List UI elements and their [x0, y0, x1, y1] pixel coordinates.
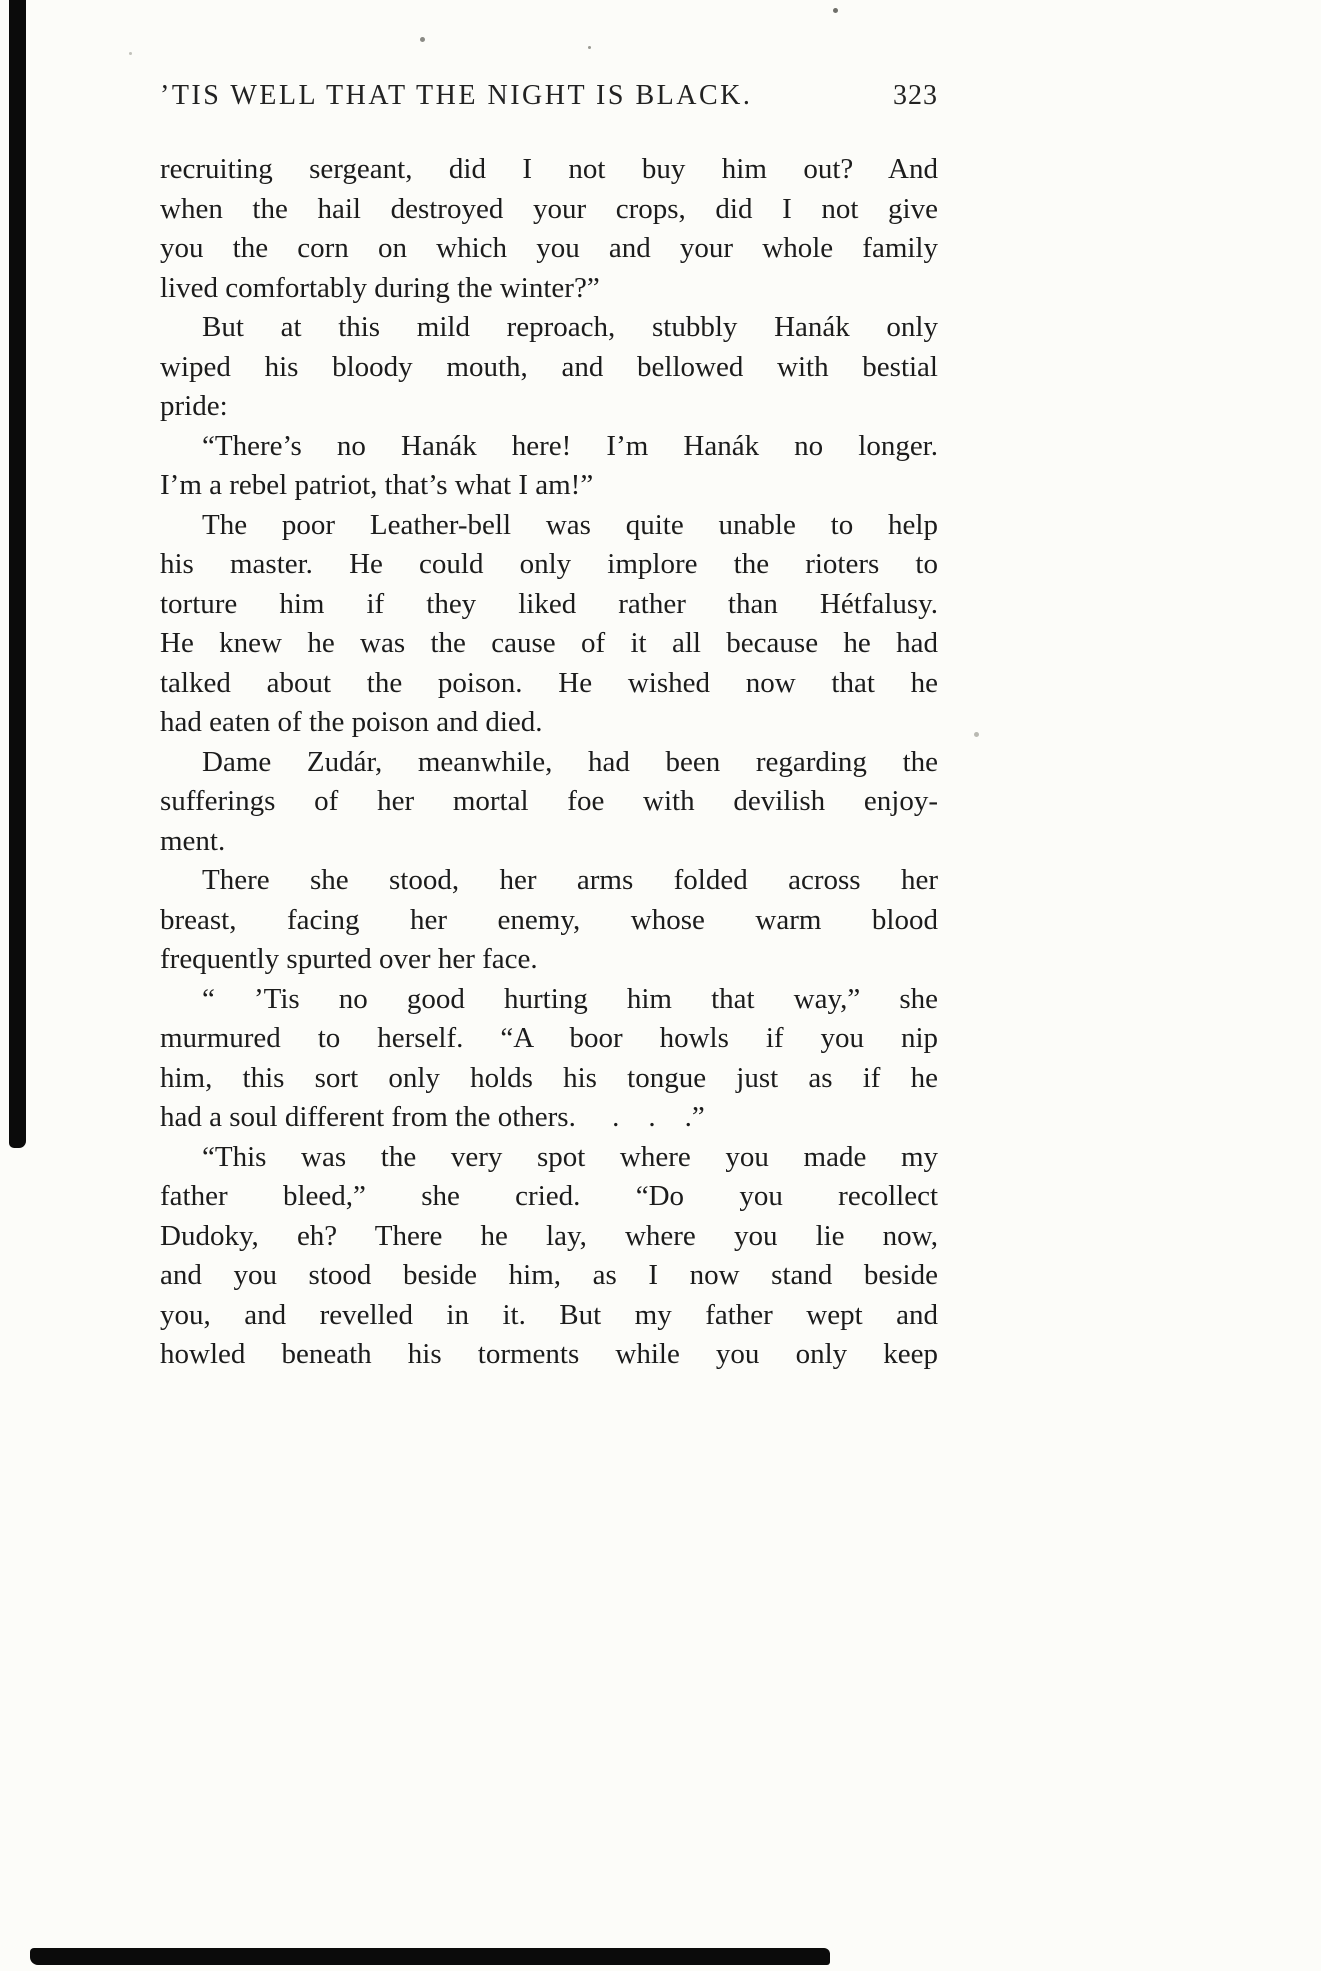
text-line: frequently spurted over her face. — [160, 943, 538, 975]
scan-artifacts — [0, 0, 3, 3]
text-line: pride: — [160, 390, 228, 422]
text-line: But at this mild reproach, stubbly Hanák only — [202, 311, 938, 343]
scan-bottom-edge-bar — [30, 1948, 830, 1965]
text-line: sufferings of her mortal foe with devilish enjoy- — [160, 785, 938, 817]
text-line: breast, facing her enemy, whose warm blood — [160, 903, 938, 936]
paragraph — [160, 506, 938, 743]
text-line: had eaten of the poison and died. — [160, 706, 543, 738]
text-line: “There’s no Hanák here! I’m Hanák no longer. — [202, 429, 938, 462]
text-line: The poor Leather-bell was quite unable to help — [202, 508, 938, 541]
text-line: torture him if they liked rather than Hétfalusy. — [160, 587, 938, 620]
text-line: “ ’Tis no good hurting him that way,” she — [202, 982, 938, 1015]
text-line: recruiting sergeant, did I not buy him out? And — [160, 153, 938, 185]
text-line: He knew he was the cause of it all because he had — [160, 627, 938, 659]
text-line: I’m a rebel patriot, that’s what I am!” — [160, 469, 594, 501]
text-line: lived comfortably during the winter?” — [160, 271, 600, 304]
page-body — [160, 150, 938, 1375]
text-line: Dudoky, eh? There he lay, where you lie now, — [160, 1219, 938, 1252]
text-line: “This was the very spot where you made my — [202, 1140, 938, 1173]
text-line: and you stood beside him, as I now stand beside — [160, 1259, 938, 1291]
text-line: father bleed,” she cried. “Do you recollect — [160, 1180, 938, 1212]
text-line: ment. — [160, 824, 226, 857]
paragraph — [160, 1138, 938, 1375]
running-title: ’TIS WELL THAT THE NIGHT IS BLACK. — [160, 80, 753, 111]
text-line: his master. He could only implore the rioters to — [160, 548, 938, 580]
text-line: wiped his bloody mouth, and bellowed with bestial — [160, 350, 938, 383]
text-line: you, and revelled in it. But my father wept and — [160, 1298, 938, 1331]
text-line: murmured to herself. “A boor howls if you nip — [160, 1022, 938, 1054]
text-line: talked about the poison. He wished now that he — [160, 666, 938, 699]
text-line: when the hail destroyed your crops, did I not give — [160, 192, 938, 225]
text-line: him, this sort only holds his tongue just as if he — [160, 1061, 938, 1094]
text-line: There she stood, her arms folded across her — [202, 864, 938, 896]
text-line: Dame Zudár, meanwhile, had been regarding the — [202, 745, 938, 778]
paragraph — [160, 861, 938, 980]
scan-left-edge-bar — [9, 0, 26, 1148]
text-line: howled beneath his torments while you only keep — [160, 1338, 938, 1370]
page-header — [160, 80, 938, 112]
paragraph — [160, 427, 938, 506]
text-line: had a soul different from the others. . . .” — [160, 1101, 705, 1133]
paragraph — [160, 743, 938, 862]
paragraph — [160, 150, 938, 308]
paragraph — [160, 980, 938, 1138]
text-line: you the corn on which you and your whole family — [160, 232, 938, 264]
page-number: 323 — [893, 80, 938, 111]
paragraph — [160, 308, 938, 427]
